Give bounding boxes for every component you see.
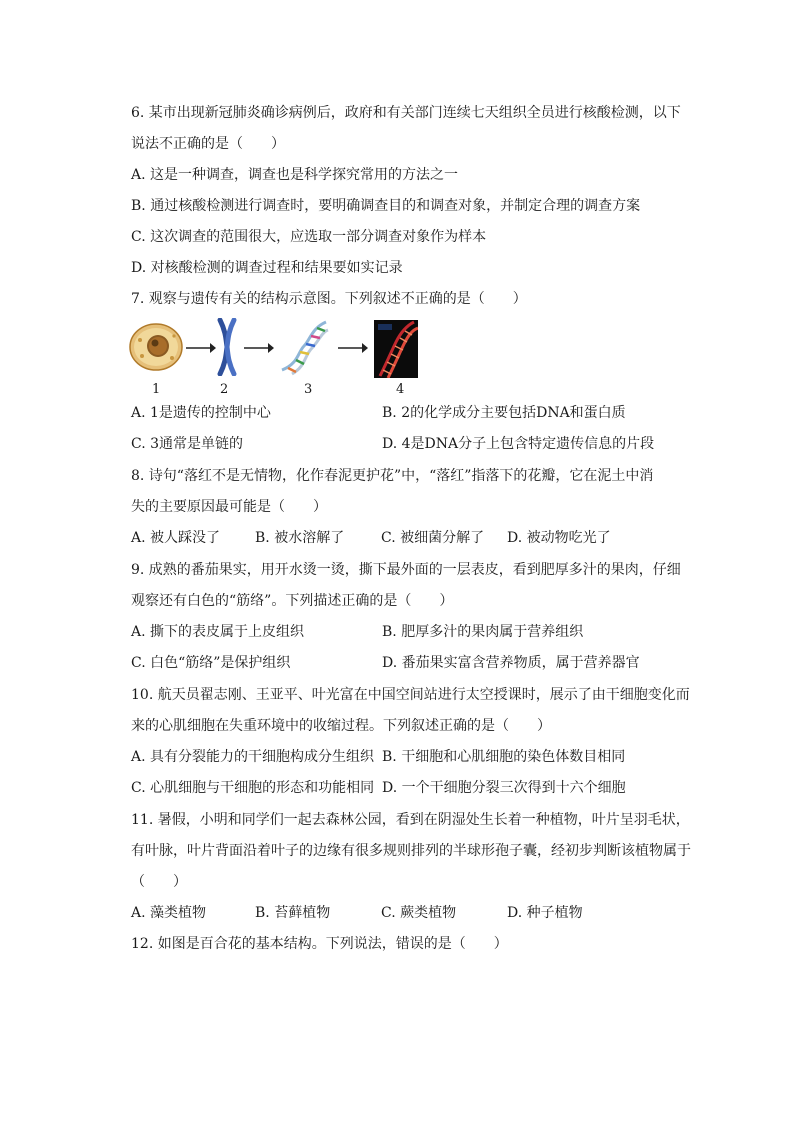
- arrow-right-icon: [244, 342, 274, 354]
- q9-option-d: D. 番茄果实富含营养物质，属于营养器官: [382, 655, 640, 671]
- q12-stem: 12. 如图是百合花的基本结构。下列说法，错误的是（ ）: [131, 936, 508, 952]
- q8-option-b: B. 被水溶解了: [255, 530, 345, 546]
- figure-label-2: 2: [220, 382, 229, 397]
- q10-option-c: C. 心肌细胞与干细胞的形态和功能相同: [131, 780, 375, 796]
- figure-label-1: 1: [152, 382, 161, 397]
- q9-stem-line1: 9. 成熟的番茄果实，用开水烫一烫，撕下最外面的一层表皮，看到肥厚多汁的果肉，仔细: [131, 562, 681, 578]
- q11-option-c: C. 蕨类植物: [381, 905, 457, 921]
- q7-option-a: A. 1是遗传的控制中心: [131, 405, 271, 421]
- q7-option-d: D. 4是DNA分子上包含特定遗传信息的片段: [382, 436, 655, 452]
- q10-option-a: A. 具有分裂能力的干细胞构成分生组织: [131, 749, 375, 765]
- q9-option-a: A. 撕下的表皮属于上皮组织: [131, 624, 305, 640]
- q10-stem-line2: 来的心肌细胞在失重环境中的收缩过程。下列叙述正确的是（ ）: [131, 718, 551, 734]
- q6-stem-line1: 6. 某市出现新冠肺炎确诊病例后，政府和有关部门连续七天组织全员进行核酸检测，以下: [131, 105, 681, 121]
- q11-option-b: B. 苔藓植物: [255, 905, 331, 921]
- q9-option-c: C. 白色“筋络”是保护组织: [131, 655, 291, 671]
- q8-option-a: A. 被人踩没了: [131, 530, 221, 546]
- arrow-right-icon: [338, 342, 368, 354]
- q6-stem-line2: 说法不正确的是（ ）: [131, 136, 285, 152]
- q7-stem: 7. 观察与遗传有关的结构示意图。下列叙述不正确的是（ ）: [131, 291, 527, 307]
- q7-figure: [128, 318, 428, 380]
- q11-stem-line3: （ ）: [131, 874, 187, 890]
- figure-label-3: 3: [304, 382, 313, 397]
- q7-option-b: B. 2的化学成分主要包括DNA和蛋白质: [382, 405, 626, 421]
- q10-option-b: B. 干细胞和心肌细胞的染色体数目相同: [382, 749, 626, 765]
- q9-option-b: B. 肥厚多汁的果肉属于营养组织: [382, 624, 584, 640]
- q6-option-d: D. 对核酸检测的调查过程和结果要如实记录: [131, 260, 403, 276]
- arrow-right-icon: [186, 342, 216, 354]
- q8-option-d: D. 被动物吃光了: [507, 530, 611, 546]
- q11-stem-line2: 有叶脉，叶片背面沿着叶子的边缘有很多规则排列的半球形孢子囊，经初步判断该植物属于: [131, 843, 691, 859]
- q6-option-c: C. 这次调查的范围很大，应选取一部分调查对象作为样本: [131, 229, 487, 245]
- cell-illustration: [128, 322, 184, 372]
- q7-option-c: C. 3通常是单链的: [131, 436, 244, 452]
- q11-option-d: D. 种子植物: [507, 905, 583, 921]
- q8-stem-line1: 8. 诗句“落红不是无情物，化作春泥更护花”中，“落红”指落下的花瓣，它在泥土中消: [131, 468, 654, 484]
- q8-option-c: C. 被细菌分解了: [381, 530, 485, 546]
- figure-label-4: 4: [396, 382, 405, 397]
- q6-option-a: A. 这是一种调查，调查也是科学探究常用的方法之一: [131, 167, 459, 183]
- q8-stem-line2: 失的主要原因最可能是（ ）: [131, 499, 327, 515]
- chromosome-illustration: [216, 318, 238, 376]
- gene-segment-illustration: [374, 320, 418, 378]
- q10-stem-line1: 10. 航天员翟志刚、王亚平、叶光富在中国空间站进行太空授课时，展示了由干细胞变化而: [131, 687, 690, 703]
- q10-option-d: D. 一个干细胞分裂三次得到十六个细胞: [382, 780, 626, 796]
- q11-option-a: A. 藻类植物: [131, 905, 207, 921]
- dna-illustration: [278, 318, 330, 376]
- q6-option-b: B. 通过核酸检测进行调查时，要明确调查目的和调查对象，并制定合理的调查方案: [131, 198, 641, 214]
- q11-stem-line1: 11. 暑假，小明和同学们一起去森林公园，看到在阴湿处生长着一种植物，叶片呈羽毛状，: [131, 812, 690, 828]
- q9-stem-line2: 观察还有白色的“筋络”。下列描述正确的是（ ）: [131, 593, 454, 609]
